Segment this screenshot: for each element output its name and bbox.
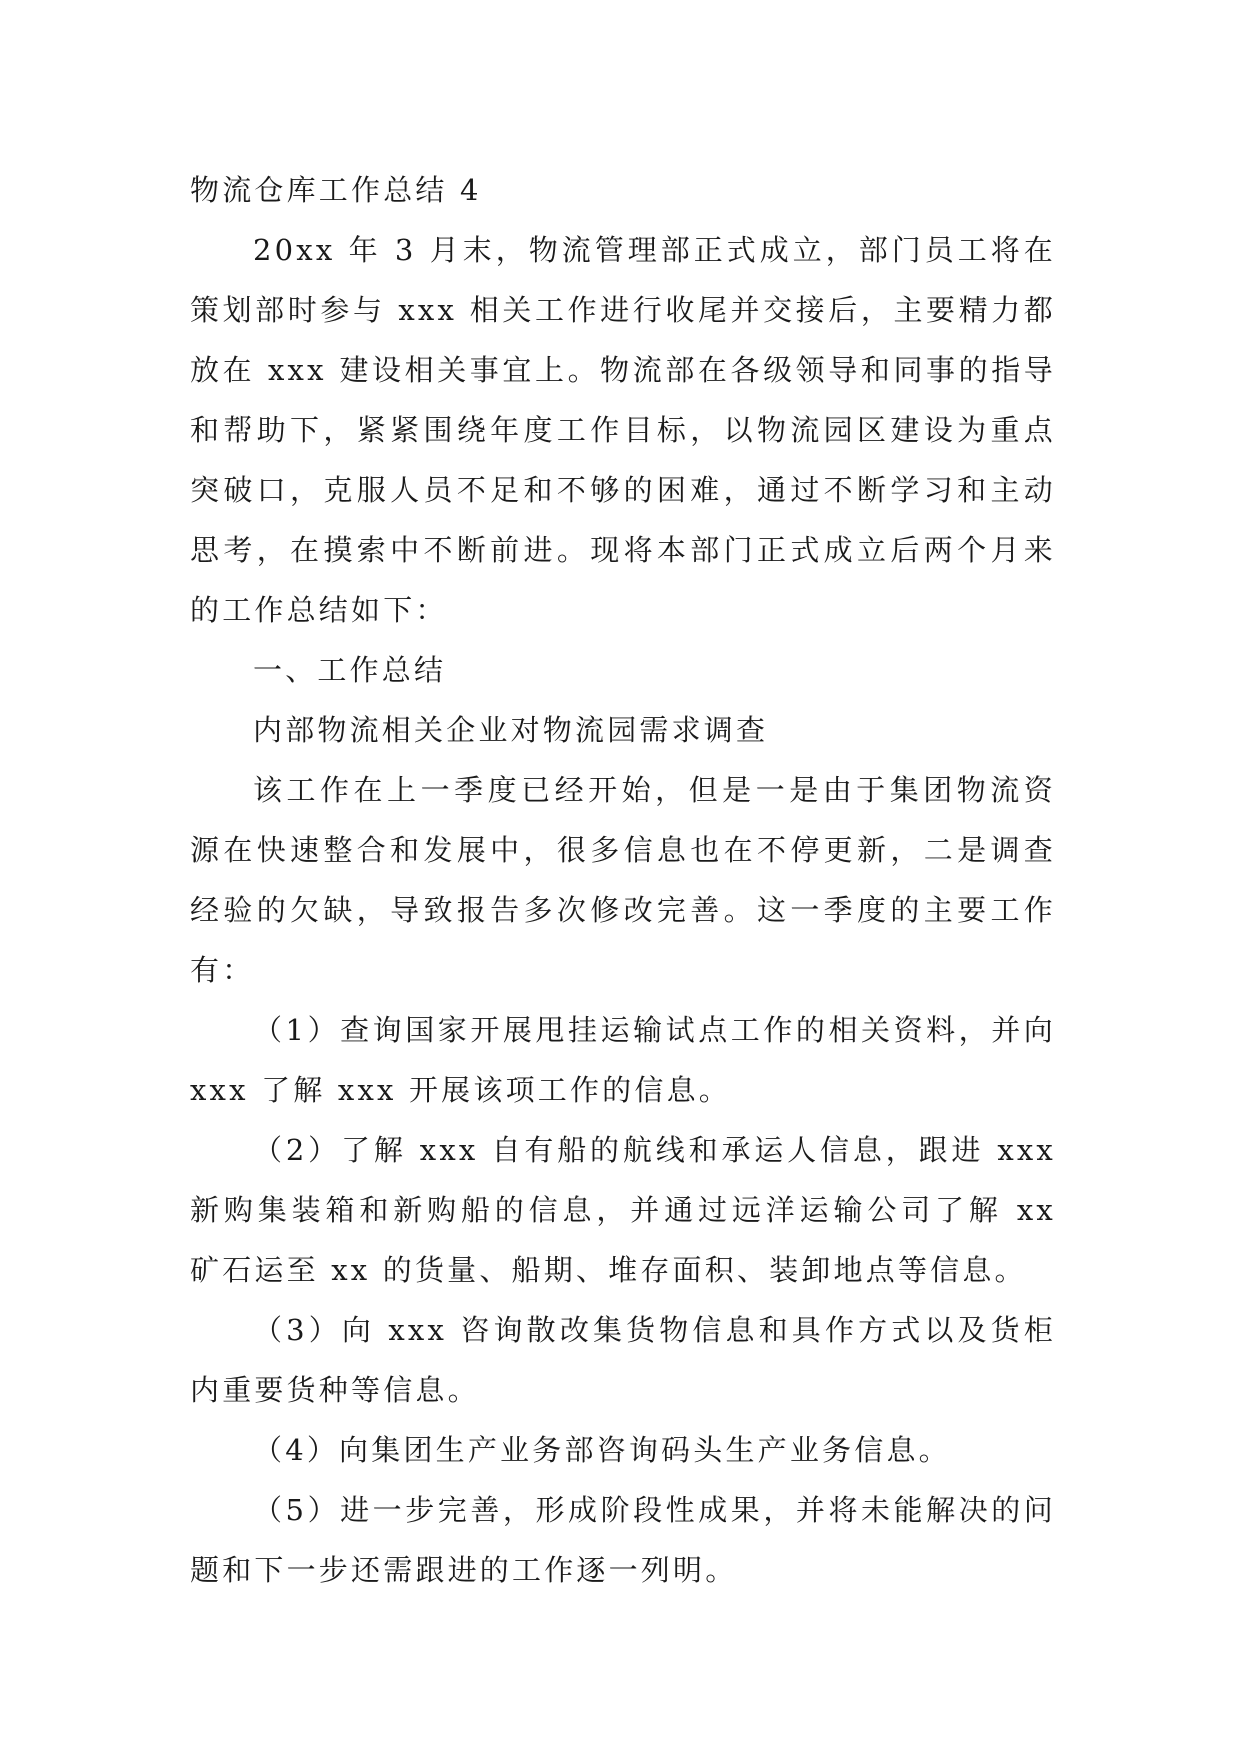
document-body [190,160,1056,1600]
list-item: （4）向集团生产业务部咨询码头生产业务信息。 [253,1433,951,1467]
section-heading: 一、工作总结 [253,653,447,687]
intro-paragraph: 20xx 年 3 月末，物流管理部正式成立，部门员工将在策划部时参与 xxx 相关工作进行收尾并交接后，主要精力都放在 xxx 建设相关事宜上。物流部在各级领导和同事的指导和帮助下，紧紧围绕年度工作目标，以物流园区建设为重点突破口，克服人员不足和不够的困难，通过不断学习和主动思考，在摸索中不断前进。现将本部门正式成立后两个月来的工作总结如下： [190,233,1056,627]
subsection-heading: 内部物流相关企业对物流园需求调查 [253,713,769,747]
survey-paragraph: 该工作在上一季度已经开始，但是一是由于集团物流资源在快速整合和发展中，很多信息也在不停更新，二是调查经验的欠缺，导致报告多次修改完善。这一季度的主要工作有： [190,773,1056,987]
list-item: （5）进一步完善，形成阶段性成果，并将未能解决的问题和下一步还需跟进的工作逐一列明。 [190,1493,1056,1587]
document-title: 物流仓库工作总结 4 [190,173,482,207]
list-item: （2）了解 xxx 自有船的航线和承运人信息，跟进 xxx 新购集装箱和新购船的信息，并通过远洋运输公司了解 xx 矿石运至 xx 的货量、船期、堆存面积、装卸地点等信息。 [190,1133,1056,1287]
list-item: （1）查询国家开展甩挂运输试点工作的相关资料，并向 xxx 了解 xxx 开展该项工作的信息。 [190,1013,1056,1107]
list-item: （3）向 xxx 咨询散改集货物信息和具作方式以及货柜内重要货种等信息。 [190,1313,1056,1407]
